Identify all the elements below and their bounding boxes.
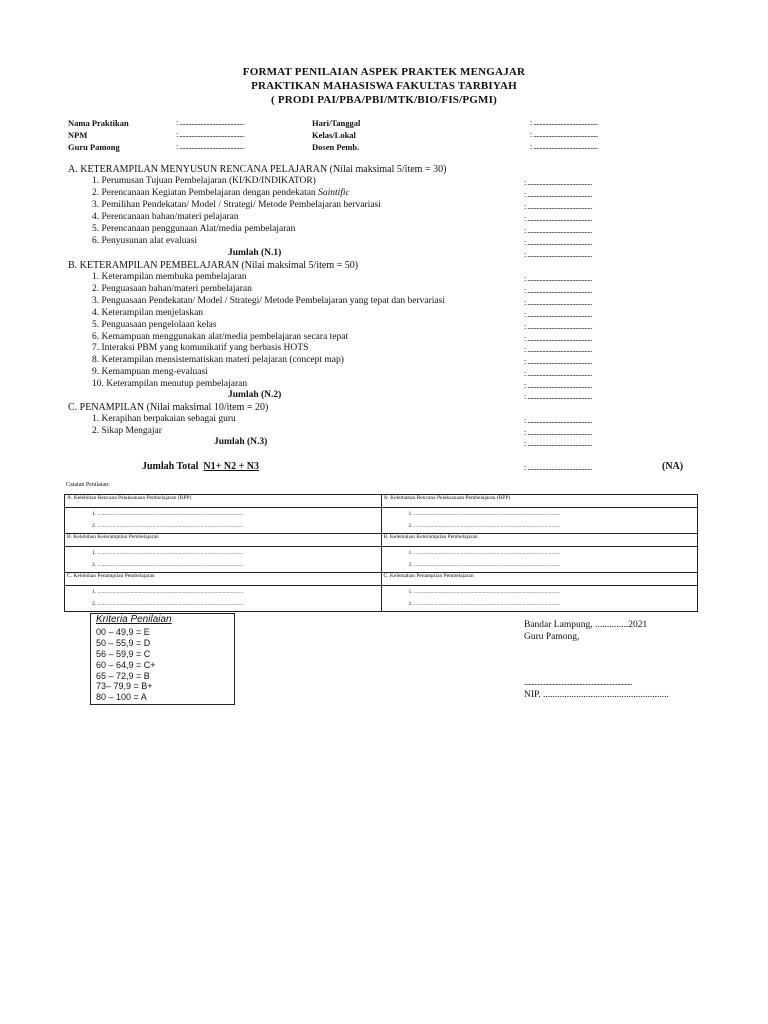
notes-cell-kelebihan-rpp[interactable]: [65, 508, 382, 534]
notes-line: 1. ..........................................................................................................: [408, 550, 560, 556]
section-a-item-1: 1. Perumusan Tujuan Pembelajaran (KI/KD/INDIKATOR): [92, 176, 316, 186]
notes-line: 2. ..........................................................................................................: [408, 562, 560, 568]
signature-line: ........................................................................: [524, 678, 632, 687]
field-label-guru-pamong: Guru Pamong: [68, 142, 120, 152]
section-b-item-1: 1. Keterampilan membuka pembelajaran: [92, 272, 247, 282]
grand-total-na: (NA): [662, 461, 684, 472]
section-b-score-7: : ...........................................: [524, 345, 592, 354]
section-b-item-2: 2. Penguasaan bahan/materi pembelajaran: [92, 284, 252, 294]
notes-line: 2. ..........................................................................................................: [92, 562, 244, 568]
field-label-kelas-lokal: Kelas/Lokal: [312, 130, 356, 140]
notes-line: 1. ..........................................................................................................: [408, 511, 560, 517]
grand-total-formula: N1+ N2 + N3: [203, 461, 259, 472]
section-c-item-1: 1. Kerapihan berpakaian sebagai guru: [92, 414, 236, 424]
notes-cell-kelemahan-keterampilan[interactable]: [381, 547, 698, 573]
section-a-item-2-italic: Saintific: [318, 188, 350, 198]
section-a-item-5: 5. Perencanaan penggunaan Alat/media pembelajaran: [92, 224, 296, 234]
notes-line: 2. ..........................................................................................................: [408, 523, 560, 529]
section-b-score-3: : ...........................................: [524, 298, 592, 307]
notes-header-kelebihan-rpp: A. Kelebihan Rencana Pelaksanaan Pembelajaran (RPP): [65, 495, 382, 508]
section-b-item-9: 9. Kemampuan meng-evaluasi: [92, 367, 208, 377]
document-title-line-2: PRAKTIKAN MAHASISWA FAKULTAS TARBIYAH: [251, 80, 517, 92]
section-c-total-label: Jumlah (N.3): [214, 437, 268, 447]
section-b-score-4: : ...........................................: [524, 310, 592, 319]
field-value-dosen-pemb: : ...........................................: [530, 142, 598, 151]
section-b-score-1: : ...........................................: [524, 274, 592, 283]
notes-line: 1. ..........................................................................................................: [92, 550, 244, 556]
section-a-total-score: : ...........................................: [524, 250, 592, 259]
field-value-npm: : ...........................................: [176, 130, 244, 139]
section-c-item-2: 2. Sikap Mengajar: [92, 426, 162, 436]
section-b-score-10: : ...........................................: [524, 381, 592, 390]
notes-line: 2. ..........................................................................................................: [92, 601, 244, 607]
section-a-item-3: 3. Pemilihan Pendekatan/ Model / Strategi/ Metode Pembelajaran bervariasi: [92, 200, 381, 210]
section-c-heading: C. PENAMPILAN (Nilai maksimal 10/item = 20): [68, 402, 269, 413]
notes-cell-kelebihan-penampilan[interactable]: [65, 586, 382, 612]
section-a-total-label: Jumlah (N.1): [228, 248, 282, 258]
criteria-row: 65 – 72,9 = B: [96, 671, 150, 681]
section-c-total-score: : ...........................................: [524, 439, 592, 448]
signature-role: Guru Pamong,: [524, 632, 580, 642]
notes-table: [64, 494, 698, 612]
section-b-item-5: 5. Penguasaan pengelolaan kelas: [92, 320, 217, 330]
section-b-item-4: 4. Keterampilan menjelaskan: [92, 308, 204, 318]
grand-total-label: Jumlah Total N1+ N2 + N3: [142, 461, 259, 472]
criteria-row: 56 – 59,9 = C: [96, 649, 151, 659]
section-b-score-2: : ...........................................: [524, 286, 592, 295]
signature-place-date: Bandar Lampung, ..............2021: [524, 620, 648, 630]
document-title-line-3: ( PRODI PAI/PBA/PBI/MTK/BIO/FIS/PGMI): [271, 94, 497, 106]
section-b-score-8: : ...........................................: [524, 357, 592, 366]
field-label-hari-tanggal: Hari/Tanggal: [312, 118, 361, 128]
section-a-score-1: : ...........................................: [524, 178, 592, 187]
notes-line: 1. ..........................................................................................................: [408, 589, 560, 595]
section-a-score-5: : ...........................................: [524, 226, 592, 235]
notes-title: Catatan Penilaian:: [66, 482, 110, 488]
section-b-score-6: : ...........................................: [524, 334, 592, 343]
notes-line: 1. ..........................................................................................................: [92, 511, 244, 517]
field-value-guru-pamong: : ...........................................: [176, 142, 244, 151]
field-value-kelas-lokal: : ...........................................: [530, 130, 598, 139]
criteria-row: 00 – 49,9 = E: [96, 627, 150, 637]
notes-header-kelemahan-rpp: A. Kelemahan Rencana Pelaksanaan Pembelajaran (RPP): [381, 495, 698, 508]
section-a-item-4: 4. Perencanaan bahan/materi pelajaran: [92, 212, 239, 222]
section-c-score-2: : ...........................................: [524, 428, 592, 437]
notes-header-kelemahan-penampilan: C. Kelemahan Penampilan Pembelajaran: [381, 573, 698, 586]
section-a-score-3: : ...........................................: [524, 202, 592, 211]
criteria-row: 73– 79,9 = B+: [96, 681, 153, 691]
section-b-item-10: 10. Keterampilan menutup pembelajaran: [92, 379, 248, 389]
field-value-hari-tanggal: : ...........................................: [530, 118, 598, 127]
section-b-score-9: : ...........................................: [524, 369, 592, 378]
section-a-heading: A. KETERAMPILAN MENYUSUN RENCANA PELAJARAN (Nilai maksimal 5/item = 30): [68, 164, 447, 175]
section-b-heading: B. KETERAMPILAN PEMBELAJARAN (Nilai maksimal 5/item = 50): [68, 260, 359, 271]
section-a-item-6: 6. Penyusunan alat evaluasi: [92, 236, 198, 246]
field-value-nama-praktikan: : ...........................................: [176, 118, 244, 127]
notes-header-kelebihan-keterampilan: B. Kelebihan Keterampilan Pembelajaran: [65, 534, 382, 547]
section-b-item-6: 6. Kemampuan menggunakan alat/media pembelajaran secara tepat: [92, 332, 349, 342]
notes-header-kelemahan-keterampilan: B. Kelemahan Keterampilan Pembelajaran: [381, 534, 698, 547]
section-a-score-6: : ...........................................: [524, 238, 592, 247]
section-b-item-3: 3. Penguasaan Pendekatan/ Model / Strategi/ Metode Pembelajaran yang tepat dan bervariasi: [92, 296, 445, 306]
notes-cell-kelemahan-rpp[interactable]: [381, 508, 698, 534]
section-b-total-score: : ...........................................: [524, 392, 592, 401]
section-a-score-2: : ...........................................: [524, 190, 592, 199]
section-a-item-2: 2. Perencanaan Kegiatan Pembelajaran dengan pendekatan Saintific: [92, 188, 350, 198]
section-b-item-8: 8. Keterampilan mensistematiskan materi pelajaran (concept map): [92, 355, 344, 365]
notes-cell-kelebihan-keterampilan[interactable]: [65, 547, 382, 573]
field-label-npm: NPM: [68, 130, 88, 140]
criteria-row: 60 – 64,9 = C+: [96, 660, 156, 670]
criteria-row: 80 – 100 = A: [96, 692, 147, 702]
criteria-title: Kriteria Penilaian: [96, 614, 172, 625]
notes-line: 2. ..........................................................................................................: [92, 523, 244, 529]
notes-line: 2. ..........................................................................................................: [408, 601, 560, 607]
notes-cell-kelemahan-penampilan[interactable]: [381, 586, 698, 612]
section-c-score-1: : ...........................................: [524, 416, 592, 425]
notes-header-kelebihan-penampilan: C. Kelebihan Penampilan Pembelajaran: [65, 573, 382, 586]
section-a-score-4: : ...........................................: [524, 214, 592, 223]
section-b-score-5: : ...........................................: [524, 322, 592, 331]
field-label-dosen-pemb: Dosen Pemb.: [312, 142, 360, 152]
criteria-box: [90, 613, 235, 705]
section-b-item-7: 7. Interaksi PBM yang komunikatif yang berbasis HOTS: [92, 343, 309, 353]
field-label-nama-praktikan: Nama Praktikan: [68, 118, 129, 128]
document-title-line-1: FORMAT PENILAIAN ASPEK PRAKTEK MENGAJAR: [242, 66, 526, 78]
notes-line: 1. ..........................................................................................................: [92, 589, 244, 595]
signature-nip: NIP. .....................................................: [524, 690, 669, 700]
section-b-total-label: Jumlah (N.2): [228, 390, 282, 400]
criteria-row: 50 – 55,9 = D: [96, 638, 151, 648]
grand-total-score: : ...........................................: [524, 463, 592, 472]
